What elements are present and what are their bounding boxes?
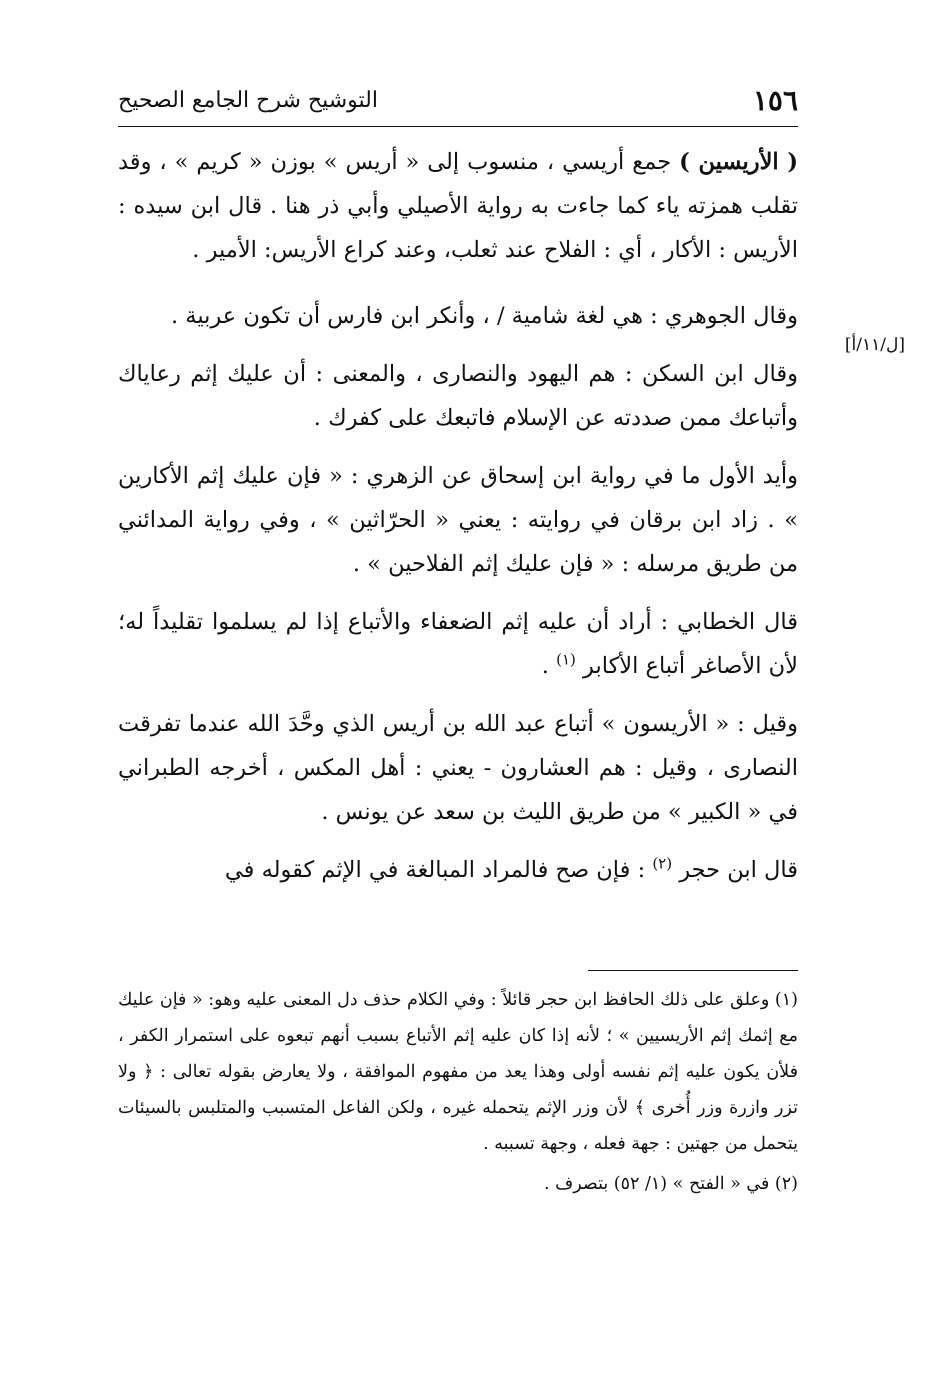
footnote-1: (١) وعلق على ذلك الحافظ ابن حجر قائلاً : وفي الكلام حذف دل المعنى عليه وهو: « فإن عليك مع إثمك إثم الأريسيين » ؛ لأنه إذا كان عليه إثم الأتباع بسبب أنهم تبعوه على استمرار الكفر ، فلأن يكون عليه إثم نفسه أولى وهذا يعد من مفهوم الموافقة ، ولا يعارض بقوله تعالى : ﴿ ولا تزر وازرة وزر أُخرى ﴾ لأن وزر الإثم يتحمله غيره ، ولكن الفاعل المتسبب والمتلبس بالسيئات يتحمل من جهتين : جهة فعله ، وجهة تسببه .	[118, 990, 798, 1154]
footnote-separator	[588, 970, 798, 971]
paragraph-7-start: قال ابن حجر	[672, 857, 798, 883]
term-heading: ( الأريسين )	[679, 149, 798, 175]
page-header	[118, 82, 798, 127]
page-number: ١٥٦	[752, 84, 798, 117]
paragraph-7-text: : فإن صح فالمراد المبالغة في الإثم كقوله في	[224, 857, 653, 883]
paragraph-2: وقال الجوهري : هي لغة شامية / ، وأنكر ابن فارس أن تكون عربية .	[170, 303, 798, 329]
main-text	[118, 140, 798, 906]
footnotes	[118, 982, 798, 1202]
paragraph-1	[118, 140, 798, 272]
manuscript-margin-note: [ل/١١/أ]	[844, 335, 905, 355]
paragraph-1-text: جمع أريسي ، منسوب إلى « أريس » بوزن « كريم » ، وقد تقلب همزته ياء كما جاءت به رواية الأصيلي وأبي ذر هنا . قال ابن سيده : الأريس : الأكار ، أي : الفلاح عند ثعلب، وعند كراع الأريس: الأمير .	[118, 149, 798, 263]
paragraph-7	[118, 848, 798, 892]
paragraph-5-end: .	[541, 653, 557, 679]
footnote-ref-2[interactable]: (٢)	[652, 854, 673, 873]
running-title: التوشيح شرح الجامع الصحيح	[118, 88, 378, 113]
footnote-ref-1[interactable]: (١)	[556, 650, 576, 669]
paragraph-5	[118, 600, 798, 688]
paragraph-3: وقال ابن السكن : هم اليهود والنصارى ، والمعنى : أن عليك إثم رعاياك وأتباعك ممن صددته عن الإسلام فاتبعك على كفرك .	[118, 361, 798, 431]
paragraph-6: وقيل : « الأريسون » أتباع عبد الله بن أريس الذي وحَّدَ الله عندما تفرقت النصارى ، وقيل : هم العشارون - يعني : أهل المكس ، أخرجه الطبراني في « الكبير » من طريق الليث بن سعد عن يونس .	[118, 711, 798, 825]
paragraph-4: وأيد الأول ما في رواية ابن إسحاق عن الزهري : « فإن عليك إثم الأكارين » . زاد ابن برقان في روايته : يعني « الحرّاثين » ، وفي رواية المدائني من طريق مرسله : « فإن عليك إثم الفلاحين » .	[118, 463, 798, 577]
paragraph-5-text: قال الخطابي : أراد أن عليه إثم الضعفاء والأتباع إذا لم يسلموا تقليداً له؛ لأن الأصاغر أتباع الأكابر	[118, 609, 798, 679]
footnote-2: (٢) في « الفتح » (١/ ٥٢) بتصرف .	[543, 1174, 798, 1194]
